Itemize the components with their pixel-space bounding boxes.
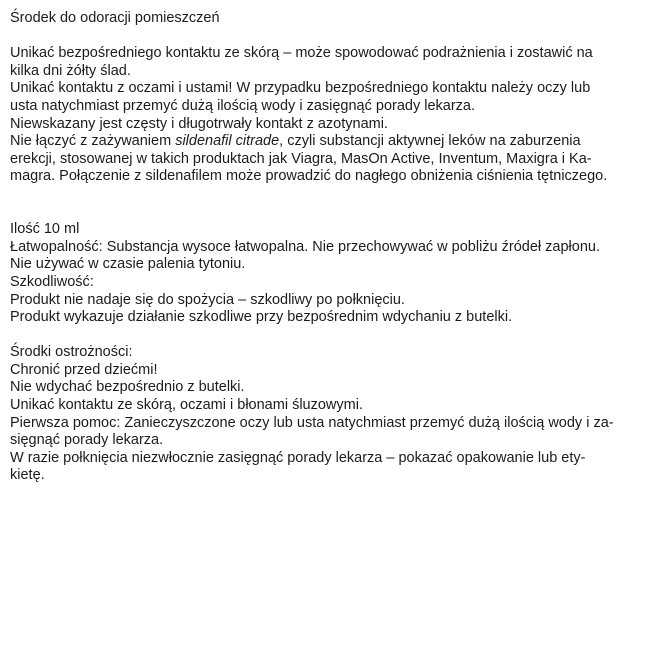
text-segment: Środki ostrożności: — [10, 344, 133, 361]
text-line — [10, 168, 640, 186]
text-line — [10, 256, 640, 274]
text-line — [10, 80, 640, 98]
text-line — [10, 221, 640, 239]
text-segment: Szkodliwość: — [10, 273, 94, 290]
text-segment: W razie połknięcia niezwłocznie zasięgnąć porady lekarza – pokazać opakowanie lub ety- — [10, 449, 586, 466]
text-line — [10, 450, 640, 468]
text-line — [10, 432, 640, 450]
text-segment: Produkt nie nadaje się do spożycia – szkodliwy po połknięciu. — [10, 291, 405, 308]
text-line — [10, 133, 640, 151]
text-segment: Unikać kontaktu z oczami i ustami! W przypadku bezpośredniego kontaktu należy oczy lub — [10, 80, 591, 97]
text-line — [10, 98, 640, 116]
text-segment: magra. Połączenie z sildenafilem może prowadzić do nagłego obniżenia ciśnienia tętniczego. — [10, 168, 608, 185]
text-segment: Ilość 10 ml — [10, 221, 80, 238]
text-line — [10, 415, 640, 433]
text-segment: Nie używać w czasie palenia tytoniu. — [10, 256, 246, 273]
text-line — [10, 292, 640, 310]
text-segment: sięgnąć porady lekarza. — [10, 432, 164, 449]
text-segment: Nie łączyć z zażywaniem — [10, 133, 176, 150]
text-line — [10, 239, 640, 257]
text-segment: Łatwopalność: Substancja wysoce łatwopalna. Nie przechowywać w pobliżu źródeł zapłonu. — [10, 238, 600, 255]
text-segment: Unikać kontaktu ze skórą, oczami i błonami śluzowymi. — [10, 397, 363, 414]
text-line — [10, 362, 640, 380]
text-segment: , czyli substancji aktywnej leków na zaburzenia — [279, 133, 581, 150]
text-segment: Pierwsza pomoc: Zanieczyszczone oczy lub usta natychmiast przemyć dużą ilością wody i za- — [10, 414, 614, 431]
text-segment: usta natychmiast przemyć dużą ilością wody i zasięgnąć porady lekarza. — [10, 97, 476, 114]
text-line — [10, 151, 640, 169]
paragraph-properties — [10, 221, 640, 327]
text-line — [10, 467, 640, 485]
text-segment: Produkt wykazuje działanie szkodliwe przy bezpośrednim wdychaniu z butelki. — [10, 309, 513, 326]
text-segment: Chronić przed dziećmi! — [10, 361, 158, 378]
text-segment: kilka dni żółty ślad. — [10, 62, 131, 79]
text-line — [10, 309, 640, 327]
paragraph-precautions — [10, 344, 640, 485]
document-body — [10, 45, 640, 485]
text-line — [10, 63, 640, 81]
text-line — [10, 45, 640, 63]
text-segment: Niewskazany jest częsty i długotrwały kontakt z azotynami. — [10, 115, 388, 132]
text-line — [10, 116, 640, 134]
paragraph-contact-warnings — [10, 45, 640, 186]
text-line — [10, 274, 640, 292]
text-line — [10, 344, 640, 362]
text-line — [10, 397, 640, 415]
text-line — [10, 379, 640, 397]
text-segment-italic: sildenafil citrade — [175, 133, 280, 150]
text-segment: erekcji, stosowanej w takich produktach jak Viagra, MasOn Active, Inventum, Maxigra i Ka- — [10, 150, 592, 167]
document-title: Środek do odoracji pomieszczeń — [10, 10, 220, 26]
text-segment: Unikać bezpośredniego kontaktu ze skórą – może spowodować podrażnienia i zostawić na — [10, 45, 593, 62]
text-segment: kietę. — [10, 467, 45, 484]
text-segment: Nie wdychać bezpośrednio z butelki. — [10, 379, 245, 396]
